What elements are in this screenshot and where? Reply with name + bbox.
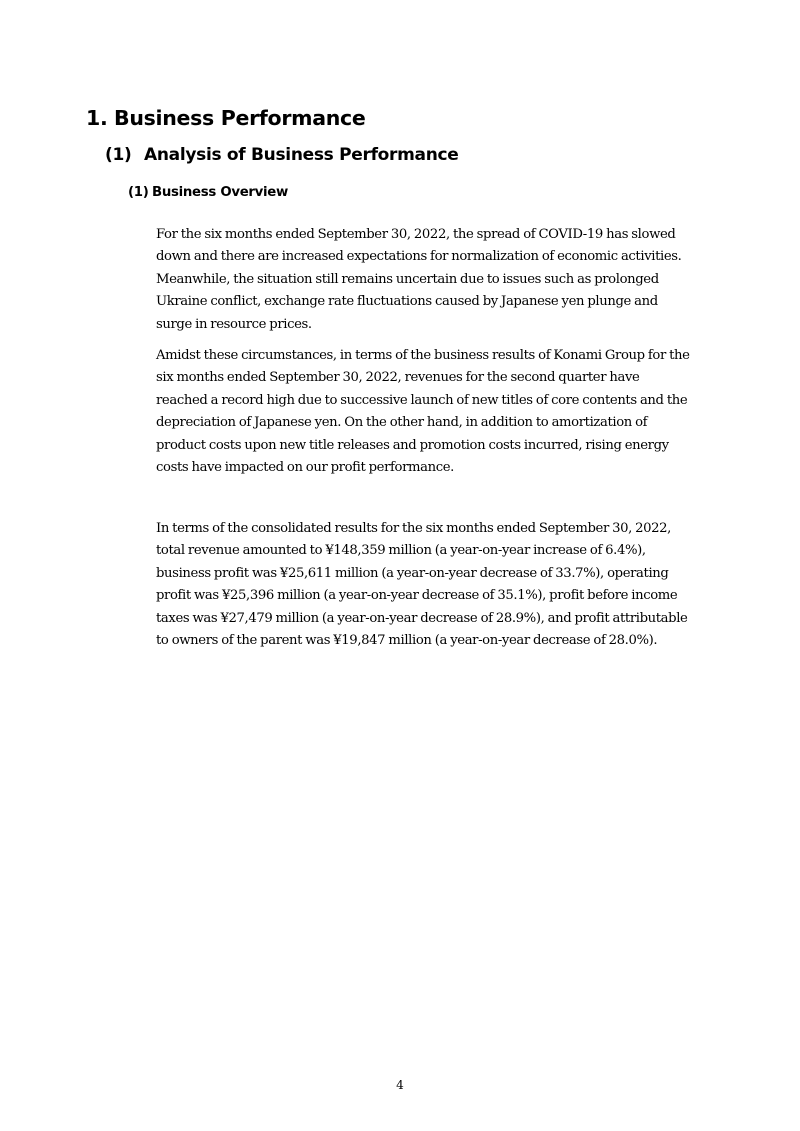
subsubsection-heading bbox=[128, 185, 288, 200]
paragraph-circumstances: Amidst these circumstances, in terms of the business results of Konami Group for the six months ended September 30, 2022, revenues for the second quarter have reached a record high due to successive launch of new titles of core contents and the depreciation of Japanese yen. On the other hand, in addition to amortization of product costs upon new title releases and promotion costs incurred, rising energy costs have impacted on our profit performance. bbox=[156, 348, 690, 476]
paragraph-overview: For the six months ended September 30, 2022, the spread of COVID-19 has slowed down and there are increased expectations for normalization of economic activities. Meanwhile, the situation still remains uncertain due to issues such as prolonged Ukraine conflict, exchange rate fluctuations caused by Japanese yen plunge and surge in resource prices. bbox=[156, 227, 682, 332]
subsection-heading bbox=[105, 145, 459, 165]
page-number: 4 bbox=[396, 1078, 404, 1092]
section-title: Business Performance bbox=[114, 106, 366, 130]
subsection-title: Analysis of Business Performance bbox=[144, 145, 459, 165]
section-heading bbox=[86, 106, 365, 130]
section-number: 1. bbox=[86, 106, 108, 130]
subsection-number: (1) bbox=[105, 145, 132, 165]
paragraph-consolidated-results: In terms of the consolidated results for the six months ended September 30, 2022, total revenue amounted to ¥148,359 million (a year-on-year increase of 6.4%), business profit was ¥25,611 million (a year-on-year decrease of 33.7%), operating profit was ¥25,396 million (a year-on-year decrease of 35.1%), profit before income taxes was ¥27,479 million (a year-on-year decrease of 28.9%), and profit attributable to owners of the parent was ¥19,847 million (a year-on-year decrease of 28.0%). bbox=[156, 521, 688, 649]
subsubsection-number: (1) bbox=[128, 185, 149, 200]
subsubsection-title: Business Overview bbox=[152, 185, 288, 200]
